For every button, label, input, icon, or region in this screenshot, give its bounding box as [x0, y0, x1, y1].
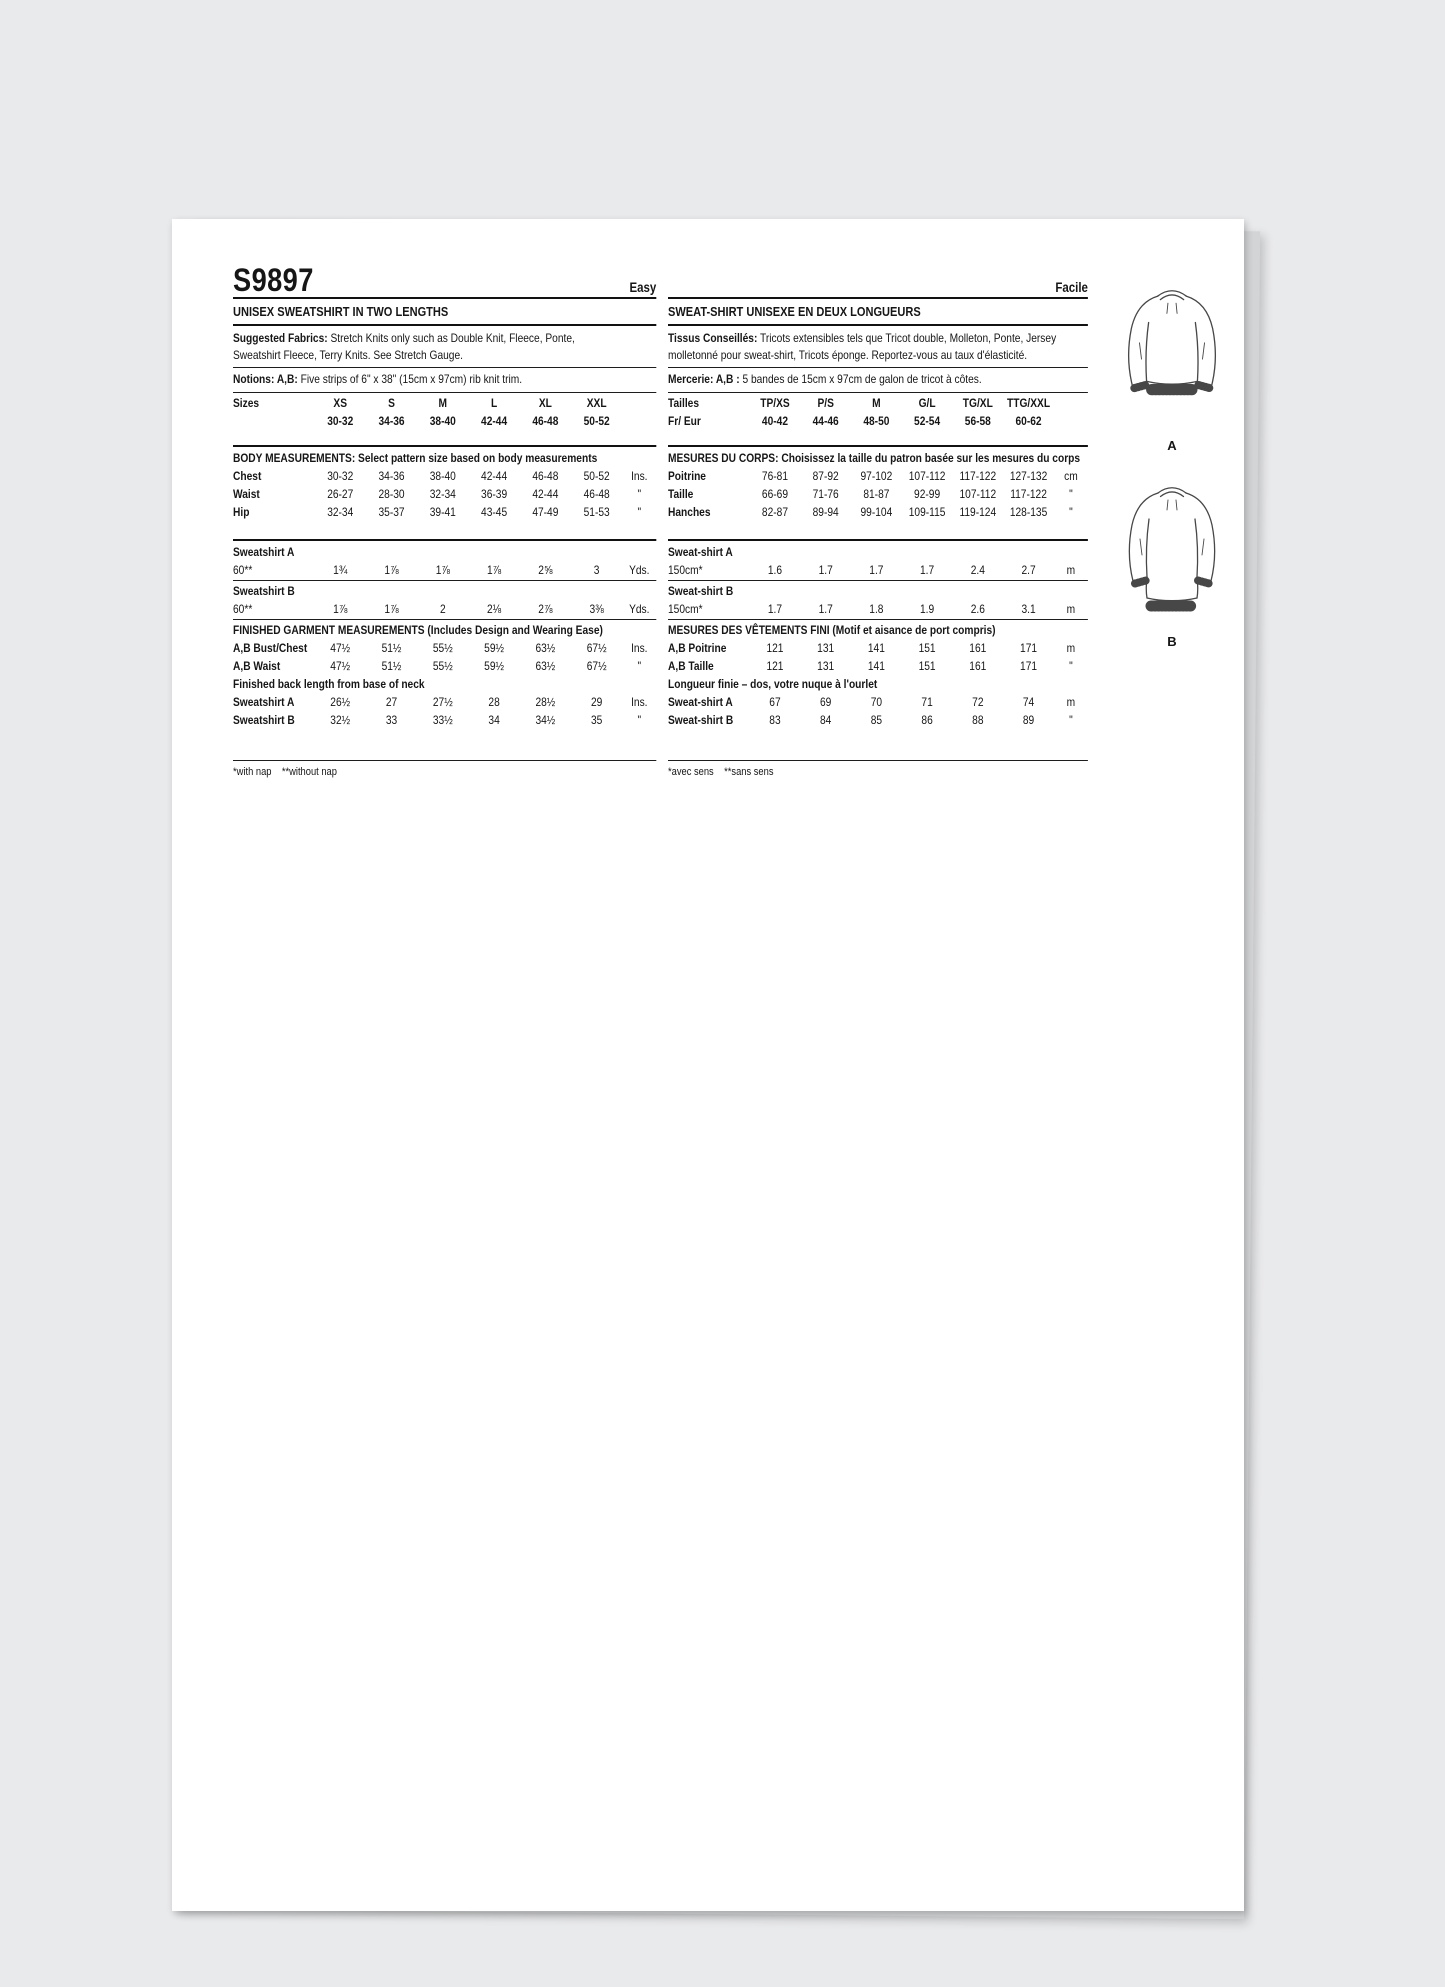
table-cell: 72: [972, 694, 984, 709]
table-cell: 38-40: [429, 413, 456, 428]
table-cell: m: [1066, 694, 1076, 709]
table-cell: 1.7: [869, 562, 884, 577]
table-cell: 141: [867, 658, 885, 673]
fabrics-label-en: Suggested Fabrics:: [233, 331, 328, 345]
table-cell: Sweat-shirt A: [668, 694, 733, 709]
table-cell: 42-44: [481, 413, 508, 428]
sweatshirt-b-heading-en: Sweatshirt B: [233, 583, 295, 598]
table-cell: 52-54: [914, 413, 941, 428]
table-cell: 1⅞: [384, 562, 399, 577]
table-cell: Hanches: [668, 504, 711, 519]
divider: [233, 392, 656, 393]
table-cell: 60**: [233, 601, 253, 616]
table-cell: 36-39: [481, 486, 508, 501]
table-cell: 1⅞: [333, 601, 348, 616]
table-cell: 83: [769, 712, 781, 727]
table-cell: 84: [819, 712, 832, 727]
table-cell: 33: [385, 712, 398, 727]
table-cell: 1⅞: [435, 562, 450, 577]
finished-measurements-table-fr: [668, 639, 1088, 675]
table-cell: 39-41: [429, 504, 456, 519]
table-cell: 33½: [432, 712, 453, 727]
finished-measurements-heading-en: FINISHED GARMENT MEASUREMENTS (Includes Design and Wearing Ease): [233, 622, 603, 637]
table-row: [668, 600, 1088, 618]
table-cell: 2.6: [970, 601, 985, 616]
notions-text-fr: 5 bandes de 15cm x 97cm de galon de tricot à côtes.: [739, 372, 982, 386]
table-cell: 2: [439, 601, 446, 616]
table-row: [668, 693, 1088, 711]
table-cell: 55½: [432, 658, 453, 673]
table-cell: m: [1066, 640, 1076, 655]
table-cell: 2.4: [970, 562, 985, 577]
table-cell: ": [1069, 504, 1073, 519]
fabrics-text2-fr: molletonné pour sweat-shirt, Tricots éponge. Reportez-vous au taux d'élasticité.: [668, 347, 1028, 362]
sweatshirt-b-yardage-fr: [668, 600, 1088, 618]
table-cell: Chest: [233, 468, 262, 483]
table-cell: 48-50: [863, 413, 890, 428]
table-cell: Waist: [233, 486, 260, 501]
table-cell: 32-34: [327, 504, 354, 519]
table-cell: 32-34: [429, 486, 456, 501]
table-cell: 27: [385, 694, 398, 709]
table-cell: 59½: [484, 658, 505, 673]
body-measurements-table-en: [233, 467, 656, 521]
body-measurements-heading-en: BODY MEASUREMENTS: Select pattern size based on body measurements: [233, 450, 598, 465]
fabrics-text2-en: Sweatshirt Fleece, Terry Knits. See Stretch Gauge.: [233, 347, 463, 362]
table-cell: 47½: [330, 640, 351, 655]
table-cell: ": [637, 486, 642, 501]
table-cell: 38-40: [429, 468, 456, 483]
notions-label-en: Notions: A,B:: [233, 372, 298, 386]
body-measurements-heading-fr: MESURES DU CORPS: Choisissez la taille du patron basée sur les mesures du corps: [668, 450, 1081, 465]
table-cell: Ins.: [631, 468, 648, 483]
sweatshirt-b-yardage-en: [233, 600, 656, 618]
table-cell: m: [1066, 562, 1076, 577]
sizes-table-en: [233, 394, 656, 430]
table-cell: 82-87: [761, 504, 788, 519]
divider: [668, 392, 1088, 393]
table-cell: 71: [921, 694, 933, 709]
table-cell: A,B Taille: [668, 658, 714, 673]
table-row: [233, 503, 656, 521]
table-row: [668, 657, 1088, 675]
sweatshirt-a-sketch: [1104, 267, 1240, 453]
table-cell: 127-132: [1009, 468, 1048, 483]
table-cell: 46-48: [532, 468, 559, 483]
table-cell: 47½: [330, 658, 351, 673]
divider: [668, 297, 1088, 299]
table-cell: Yds.: [629, 562, 650, 577]
table-cell: 117-122: [959, 468, 997, 483]
header-row-fr: [668, 259, 1088, 295]
table-cell: Yds.: [629, 601, 650, 616]
table-row: [668, 394, 1088, 412]
table-cell: TG/XL: [962, 395, 993, 410]
finished-measurements-heading-fr: MESURES DES VÊTEMENTS FINI (Motif et aisance de port compris): [668, 622, 996, 637]
table-row: [233, 639, 656, 657]
table-cell: 85: [870, 712, 883, 727]
table-cell: 28-30: [378, 486, 405, 501]
table-cell: A,B Waist: [233, 658, 281, 673]
divider: [233, 580, 656, 581]
table-cell: 55½: [432, 640, 453, 655]
table-cell: 63½: [535, 658, 556, 673]
divider: [668, 580, 1088, 581]
table-cell: 141: [867, 640, 885, 655]
table-cell: Sweatshirt A: [233, 694, 295, 709]
table-cell: 50-52: [583, 413, 610, 428]
pattern-envelope-back: [172, 219, 1244, 1911]
table-cell: G/L: [918, 395, 936, 410]
table-cell: TTG/XXL: [1007, 395, 1051, 410]
notions-text-en: Five strips of 6" x 38" (15cm x 97cm) rib knit trim.: [297, 372, 523, 386]
table-cell: ": [637, 658, 642, 673]
table-cell: 42-44: [481, 468, 508, 483]
table-cell: 1.6: [767, 562, 783, 577]
table-cell: 119-124: [959, 504, 997, 519]
table-cell: 35-37: [378, 504, 405, 519]
table-cell: 81-87: [863, 486, 890, 501]
difficulty-badge-en: Easy: [629, 280, 657, 295]
table-cell: 26-27: [327, 486, 354, 501]
divider: [668, 760, 1088, 761]
table-cell: Sizes: [233, 395, 260, 410]
view-a-label: A: [1167, 438, 1177, 453]
table-cell: XS: [333, 395, 348, 410]
table-row: [233, 600, 656, 618]
difficulty-badge-fr: Facile: [1055, 280, 1088, 295]
table-cell: 89-94: [812, 504, 839, 519]
table-cell: 161: [969, 640, 987, 655]
table-cell: 107-112: [959, 486, 997, 501]
table-row: [233, 467, 656, 485]
table-cell: TP/XS: [760, 395, 790, 410]
sizes-table-fr: [668, 394, 1088, 430]
table-cell: 60**: [233, 562, 253, 577]
sweatshirt-a-yardage-en: [233, 561, 656, 579]
divider: [668, 367, 1088, 368]
table-cell: Sweat-shirt B: [668, 712, 734, 727]
table-cell: 1.7: [767, 601, 783, 616]
table-cell: XL: [538, 395, 552, 410]
table-row: [668, 711, 1088, 729]
nap-footnote-fr: *avec sens **sans sens: [668, 765, 774, 778]
table-cell: S: [388, 395, 395, 410]
table-row: [233, 693, 656, 711]
suggested-fabrics-fr: [668, 328, 1088, 366]
fabrics-text-fr: Tricots extensibles tels que Tricot double, Molleton, Ponte, Jersey: [757, 331, 1057, 345]
table-cell: 67: [769, 694, 781, 709]
table-cell: Tailles: [668, 395, 699, 410]
table-cell: 30-32: [327, 413, 354, 428]
table-cell: 28: [488, 694, 500, 709]
divider: [233, 539, 656, 541]
view-illustrations: [1104, 267, 1240, 649]
table-cell: M: [438, 395, 448, 410]
table-row: [668, 467, 1088, 485]
sweatshirt-a-heading-fr: Sweat-shirt A: [668, 544, 733, 559]
table-cell: ": [1069, 486, 1073, 501]
table-row: [233, 394, 656, 412]
back-length-subheading-en: Finished back length from base of neck: [233, 676, 425, 691]
table-cell: 171: [1020, 658, 1038, 673]
garment-title-en: UNISEX SWEATSHIRT IN TWO LENGTHS: [233, 304, 449, 319]
table-cell: 92-99: [914, 486, 941, 501]
table-cell: 131: [817, 640, 835, 655]
table-cell: ": [1069, 712, 1073, 727]
divider: [233, 445, 656, 447]
table-cell: P/S: [817, 395, 834, 410]
sweatshirt-a-yardage-fr: [668, 561, 1088, 579]
table-cell: 35: [590, 712, 603, 727]
divider: [233, 619, 656, 620]
table-cell: ": [637, 712, 642, 727]
table-row: [233, 412, 656, 430]
table-cell: 86: [921, 712, 933, 727]
table-cell: 51½: [381, 658, 402, 673]
table-cell: Taille: [668, 486, 694, 501]
table-cell: 34: [488, 712, 500, 727]
table-cell: Fr/ Eur: [668, 413, 701, 428]
table-cell: 1.8: [869, 601, 884, 616]
fabrics-label-fr: Tissus Conseillés:: [668, 331, 758, 345]
table-row: [668, 485, 1088, 503]
sweatshirt-a-heading-en: Sweatshirt A: [233, 544, 295, 559]
table-cell: 1⅞: [486, 562, 502, 577]
table-cell: 40-42: [761, 413, 788, 428]
table-cell: 1.7: [818, 562, 833, 577]
table-cell: 161: [969, 658, 987, 673]
table-cell: 97-102: [860, 468, 893, 483]
pattern-number: S9897: [233, 262, 314, 298]
table-cell: Ins.: [631, 640, 648, 655]
divider: [233, 760, 656, 761]
garment-title-fr: SWEAT-SHIRT UNISEXE EN DEUX LONGUEURS: [668, 304, 921, 319]
table-cell: 67½: [586, 658, 607, 673]
divider: [233, 367, 656, 368]
table-row: [668, 412, 1088, 430]
table-cell: 151: [918, 658, 936, 673]
table-cell: 128-135: [1009, 504, 1048, 519]
table-cell: A,B Poitrine: [668, 640, 727, 655]
table-cell: 1.7: [920, 562, 935, 577]
table-cell: 59½: [484, 640, 505, 655]
divider: [668, 619, 1088, 620]
table-row: [668, 561, 1088, 579]
table-cell: 2⅞: [538, 601, 553, 616]
table-row: [233, 657, 656, 675]
table-cell: 150cm*: [668, 562, 703, 577]
table-cell: 32½: [330, 712, 351, 727]
table-cell: 47-49: [532, 504, 559, 519]
header-row-en: [233, 259, 657, 298]
table-cell: 66-69: [761, 486, 788, 501]
suggested-fabrics-en: [233, 328, 656, 366]
table-cell: 121: [766, 640, 784, 655]
back-length-table-fr: [668, 693, 1088, 729]
table-cell: 34-36: [378, 413, 405, 428]
french-column: [668, 259, 1088, 780]
table-cell: cm: [1064, 468, 1078, 483]
table-cell: ": [1069, 658, 1073, 673]
table-cell: 42-44: [532, 486, 559, 501]
table-cell: 27½: [432, 694, 453, 709]
table-cell: 60-62: [1015, 413, 1042, 428]
back-length-table-en: [233, 693, 656, 729]
divider: [233, 324, 656, 326]
table-cell: Hip: [233, 504, 250, 519]
table-cell: 51½: [381, 640, 402, 655]
table-cell: 107-112: [908, 468, 946, 483]
table-cell: 109-115: [908, 504, 946, 519]
nap-footnote-en: *with nap **without nap: [233, 765, 337, 778]
table-cell: 99-104: [860, 504, 893, 519]
table-cell: 2.7: [1021, 562, 1036, 577]
table-cell: 56-58: [964, 413, 991, 428]
table-cell: 171: [1020, 640, 1038, 655]
notions-label-fr: Mercerie: A,B :: [668, 372, 740, 386]
table-cell: 87-92: [812, 468, 839, 483]
table-cell: 1.7: [818, 601, 833, 616]
table-cell: 30-32: [327, 468, 354, 483]
table-cell: 46-48: [532, 413, 559, 428]
table-cell: 69: [819, 694, 832, 709]
table-cell: 34½: [535, 712, 556, 727]
table-cell: 46-48: [583, 486, 610, 501]
notions-en: [233, 369, 656, 391]
table-row: [233, 485, 656, 503]
table-cell: 70: [870, 694, 883, 709]
table-cell: 2⅝: [538, 562, 553, 577]
table-cell: 151: [918, 640, 936, 655]
table-cell: L: [490, 395, 498, 410]
table-cell: 3.1: [1021, 601, 1036, 616]
table-cell: 150cm*: [668, 601, 703, 616]
table-cell: Ins.: [631, 694, 648, 709]
table-cell: 74: [1022, 694, 1035, 709]
english-column: [233, 259, 657, 780]
table-cell: 26½: [330, 694, 351, 709]
table-cell: 3⅜: [589, 601, 604, 616]
table-cell: 76-81: [761, 468, 788, 483]
divider: [668, 324, 1088, 326]
fabrics-text-en: Stretch Knits only such as Double Knit, Fleece, Ponte,: [327, 331, 575, 345]
table-cell: 131: [817, 658, 835, 673]
table-cell: 29: [590, 694, 603, 709]
table-cell: 51-53: [583, 504, 610, 519]
table-cell: 121: [766, 658, 784, 673]
table-cell: 117-122: [1010, 486, 1047, 501]
notions-fr: [668, 369, 1088, 391]
table-cell: 88: [972, 712, 984, 727]
table-cell: 28½: [535, 694, 556, 709]
table-row: [233, 711, 656, 729]
table-cell: Sweatshirt B: [233, 712, 295, 727]
body-measurements-table-fr: [668, 467, 1088, 521]
table-cell: A,B Bust/Chest: [233, 640, 308, 655]
table-row: [668, 503, 1088, 521]
table-cell: 50-52: [583, 468, 610, 483]
table-row: [668, 639, 1088, 657]
divider: [668, 445, 1088, 447]
table-cell: 43-45: [481, 504, 508, 519]
table-cell: 71-76: [812, 486, 839, 501]
table-cell: 34-36: [378, 468, 405, 483]
table-cell: m: [1066, 601, 1076, 616]
sweatshirt-b-heading-fr: Sweat-shirt B: [668, 583, 734, 598]
table-cell: M: [872, 395, 881, 410]
table-cell: 44-46: [812, 413, 839, 428]
table-cell: 67½: [586, 640, 607, 655]
divider: [668, 539, 1088, 541]
table-cell: XXL: [586, 395, 607, 410]
table-row: [233, 561, 656, 579]
table-cell: 1.9: [920, 601, 935, 616]
table-cell: 3: [593, 562, 600, 577]
view-b-label: B: [1167, 634, 1177, 649]
sweatshirt-b-sketch: [1104, 481, 1240, 649]
table-cell: ": [637, 504, 642, 519]
table-cell: Poitrine: [668, 468, 706, 483]
table-cell: 2⅛: [486, 601, 502, 616]
table-cell: 1¾: [333, 562, 348, 577]
table-cell: 63½: [535, 640, 556, 655]
back-length-subheading-fr: Longueur finie – dos, votre nuque à l'ourlet: [668, 676, 878, 691]
table-cell: 89: [1022, 712, 1035, 727]
finished-measurements-table-en: [233, 639, 656, 675]
table-cell: 1⅞: [384, 601, 399, 616]
